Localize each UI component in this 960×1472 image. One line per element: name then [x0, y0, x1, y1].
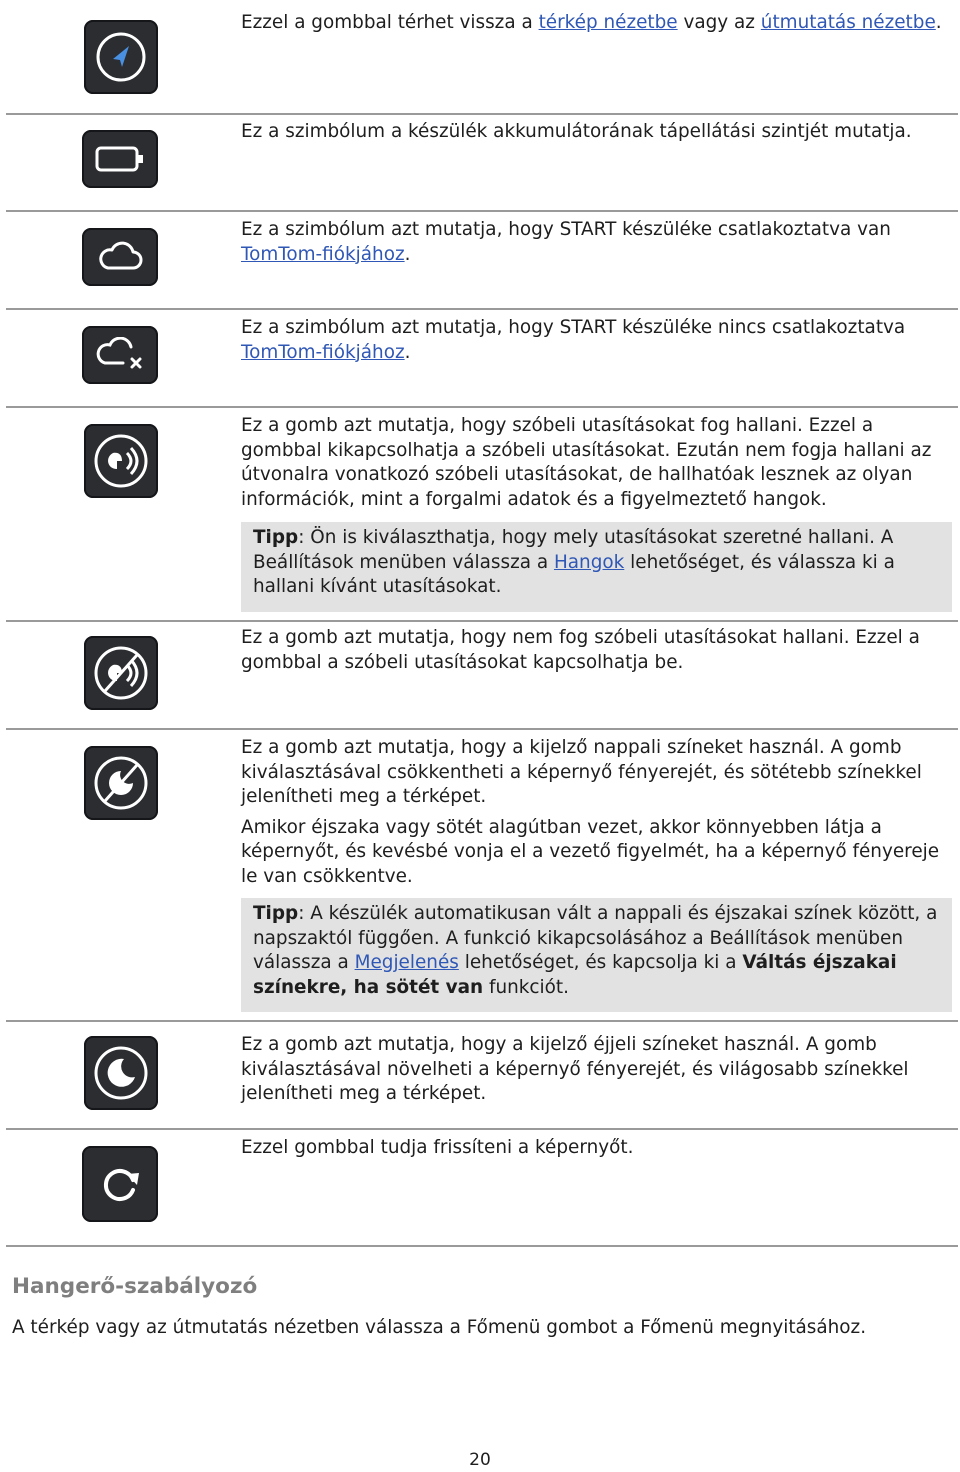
voice-instructions-off-icon	[91, 643, 151, 703]
day-colors-button	[84, 746, 158, 820]
cloud-disconnected-icon	[95, 337, 145, 373]
row-6-text: Ez a gomb azt mutatja, hogy nem fog szóbeli utasításokat hallani. Ezzel a gombbal a szóbeli utasításokat kapcsolhatja be.	[241, 627, 920, 673]
section-text: A térkép vagy az útmutatás nézetben válassza a Főmenü gombot a Főmenü megnyitásához.	[12, 1317, 867, 1338]
battery-icon	[94, 144, 146, 174]
appearance-link[interactable]: Megjelenés	[354, 952, 459, 974]
row-divider	[6, 406, 958, 408]
compass-arrow-icon	[93, 29, 149, 85]
row-divider	[6, 728, 958, 730]
row-9-text: Ezzel gombbal tudja frissíteni a képernyőt.	[241, 1137, 634, 1158]
guidance-view-link[interactable]: útmutatás nézetbe	[760, 12, 936, 33]
night-colors-button	[84, 1036, 158, 1110]
refresh-button	[82, 1146, 158, 1222]
cloud-icon	[97, 241, 143, 273]
refresh-icon	[97, 1161, 143, 1207]
cloud-connected-indicator	[82, 228, 158, 286]
row-7-text: Ez a gomb azt mutatja, hogy a kijelző nappali színeket használ. A gomb kiválasztásával csökkentheti a képernyő fényerejét, és sötétebb színekkel jelenítheti meg a térképet. Amikor éjszaka vagy sötét alagútban vezet, akkor könnyebben látja a képernyőt, és kevésbé vonja el a vezető figyelmét, ha a képernyő fényereje le van csökkentve.	[241, 737, 940, 887]
row-4-text: Ez a szimbólum azt mutatja, hogy START készüléke nincs csatlakoztatva TomTom-fiókjához.	[241, 317, 906, 363]
voice-instructions-off-button	[84, 636, 158, 710]
tomtom-account-link[interactable]: TomTom-fiókjához	[241, 341, 405, 363]
map-view-link[interactable]: térkép nézetbe	[538, 12, 678, 33]
tomtom-account-link[interactable]: TomTom-fiókjához	[241, 243, 405, 265]
row-divider	[6, 113, 958, 115]
back-to-map-button	[84, 20, 158, 94]
voice-instructions-on-button	[84, 424, 158, 498]
row-divider	[6, 1128, 958, 1130]
section-heading: Hangerő-szabályozó	[12, 1274, 258, 1299]
row-2-text: Ez a szimbólum a készülék akkumulátorának tápellátási szintjét mutatja.	[241, 121, 912, 142]
row-divider	[6, 620, 958, 622]
cloud-disconnected-indicator	[82, 326, 158, 384]
day-colors-icon	[91, 753, 151, 813]
tip-label: Tipp	[253, 527, 299, 548]
voice-instructions-on-icon	[91, 431, 151, 491]
tip-label: Tipp	[253, 903, 299, 924]
battery-indicator	[82, 130, 158, 188]
tip-box: Tipp: Ön is kiválaszthatja, hogy mely utasításokat szeretné hallani. A Beállítások menüben válassza a Hangok lehetőséget, és válassza ki a hallani kívánt utasításokat.	[241, 522, 952, 612]
tip-box: Tipp: A készülék automatikusan vált a nappali és éjszakai színek között, a napszaktól függően. A funkció kikapcsolásához a Beállítások menüben válassza a Megjelenés lehetőséget, és kapcsolja ki a Váltás éjszakai színekre, ha sötét van funkciót.	[241, 898, 952, 1012]
row-5-text: Ez a gomb azt mutatja, hogy szóbeli utasításokat fog hallani. Ezzel a gombbal kikapcsolhatja a szóbeli utasításokat. Ezután nem fogja hallani az útvonalra vonatkozó szóbeli utasításokat, de hallhatóak lesznek az olyan információk, mint a forgalmi adatok és a figyelmeztető hangok.	[241, 415, 932, 510]
row-divider	[6, 210, 958, 212]
row-3-text: Ez a szimbólum azt mutatja, hogy START készüléke csatlakoztatva van TomTom-fiókjához.	[241, 219, 891, 265]
row-divider	[6, 1020, 958, 1022]
night-colors-icon	[91, 1043, 151, 1103]
sounds-link[interactable]: Hangok	[553, 551, 625, 573]
page-number: 20	[469, 1450, 491, 1470]
row-divider	[6, 308, 958, 310]
row-1-text: Ezzel a gombbal térhet vissza a térkép nézetbe vagy az útmutatás nézetbe.	[241, 12, 942, 33]
row-8-text: Ez a gomb azt mutatja, hogy a kijelző éjjeli színeket használ. A gomb kiválasztásával növelheti a képernyő fényerejét, és világosabb színekkel jelenítheti meg a térképet.	[241, 1034, 909, 1105]
row-divider	[6, 1245, 958, 1247]
